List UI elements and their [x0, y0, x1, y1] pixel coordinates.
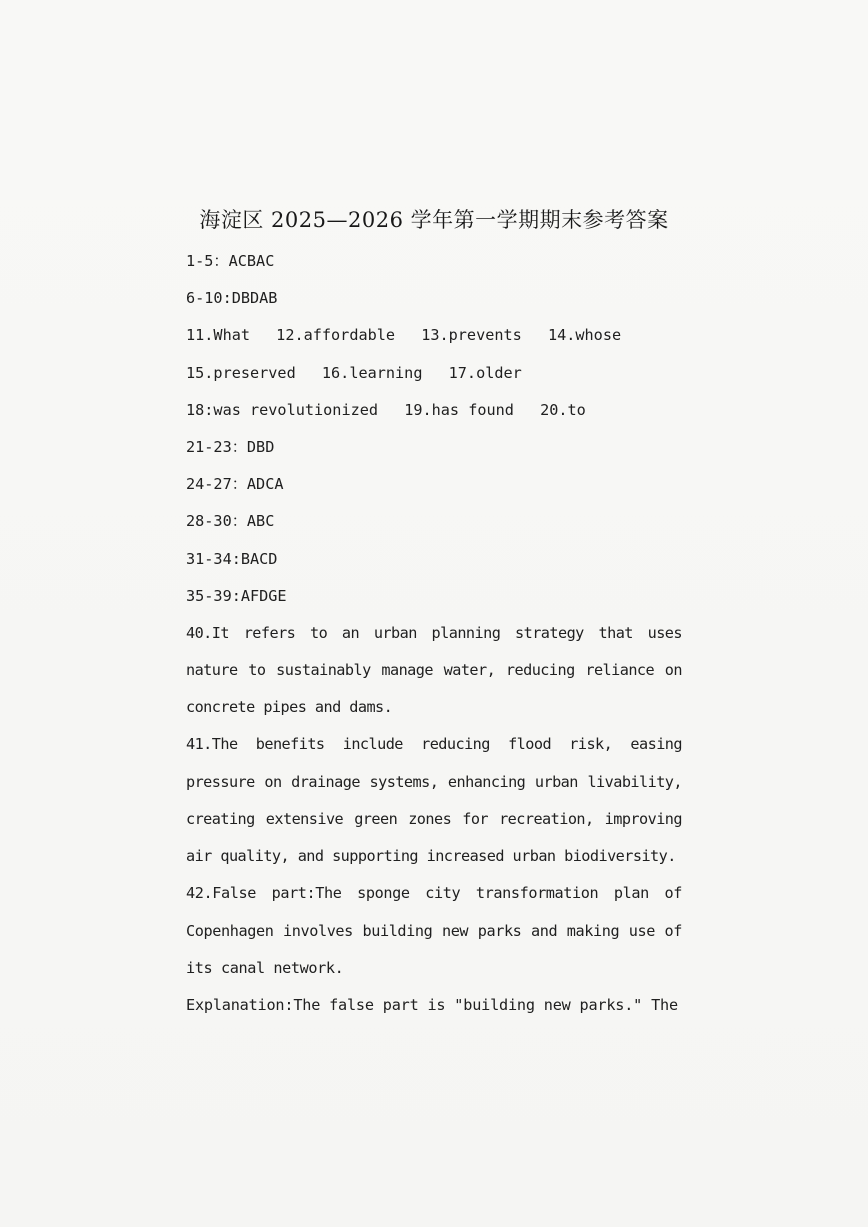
answer-list [186, 243, 682, 1024]
answer-line-31-34: 31-34:BACD [186, 549, 278, 568]
answer-16: 16.learning [321, 363, 423, 382]
answer-line-15-17 [186, 355, 682, 392]
answer-18: 18:was revolutionized [186, 400, 379, 419]
answer-42-paragraph: 42.False part:The sponge city transformation plan of Copenhagen involves building new parks and making use of its canal network. [186, 884, 682, 977]
answer-13: 13.prevents [421, 326, 522, 345]
answer-41-paragraph: 41.The benefits include reducing flood risk, easing pressure on drainage systems, enhancing urban livability, creating extensive green zones for recreation, improving air quality, and supporting increased urban biodiversity. [186, 735, 682, 866]
answer-line-1-5: 1-5：ACBAC [186, 252, 275, 270]
answer-line-35-39: 35-39:AFDGE [186, 586, 287, 605]
answer-line-28-30: 28-30：ABC [186, 512, 275, 531]
answer-11: 11.What [186, 326, 251, 345]
answer-14: 14.whose [547, 326, 622, 345]
answer-42-explanation: Explanation:The false part is "building new parks." The [186, 995, 678, 1014]
answer-17: 17.older [448, 363, 522, 382]
answer-19: 19.has found [404, 400, 514, 419]
answer-12: 12.affordable [276, 326, 396, 345]
answer-line-24-27: 24-27：ADCA [186, 475, 284, 494]
answer-20: 20.to [540, 400, 586, 419]
answer-line-18-20 [186, 392, 682, 429]
answer-line-6-10: 6-10:DBDAB [186, 289, 278, 308]
answer-line-11-14 [186, 317, 682, 354]
page-title: 海淀区 2025—2026 学年第一学期期末参考答案 [199, 208, 669, 232]
answer-line-21-23: 21-23：DBD [186, 437, 275, 456]
answer-15: 15.preserved [186, 363, 296, 382]
answer-40-paragraph: 40.It refers to an urban planning strategy that uses nature to sustainably manage water, reducing reliance on concrete pipes and dams. [186, 623, 682, 717]
